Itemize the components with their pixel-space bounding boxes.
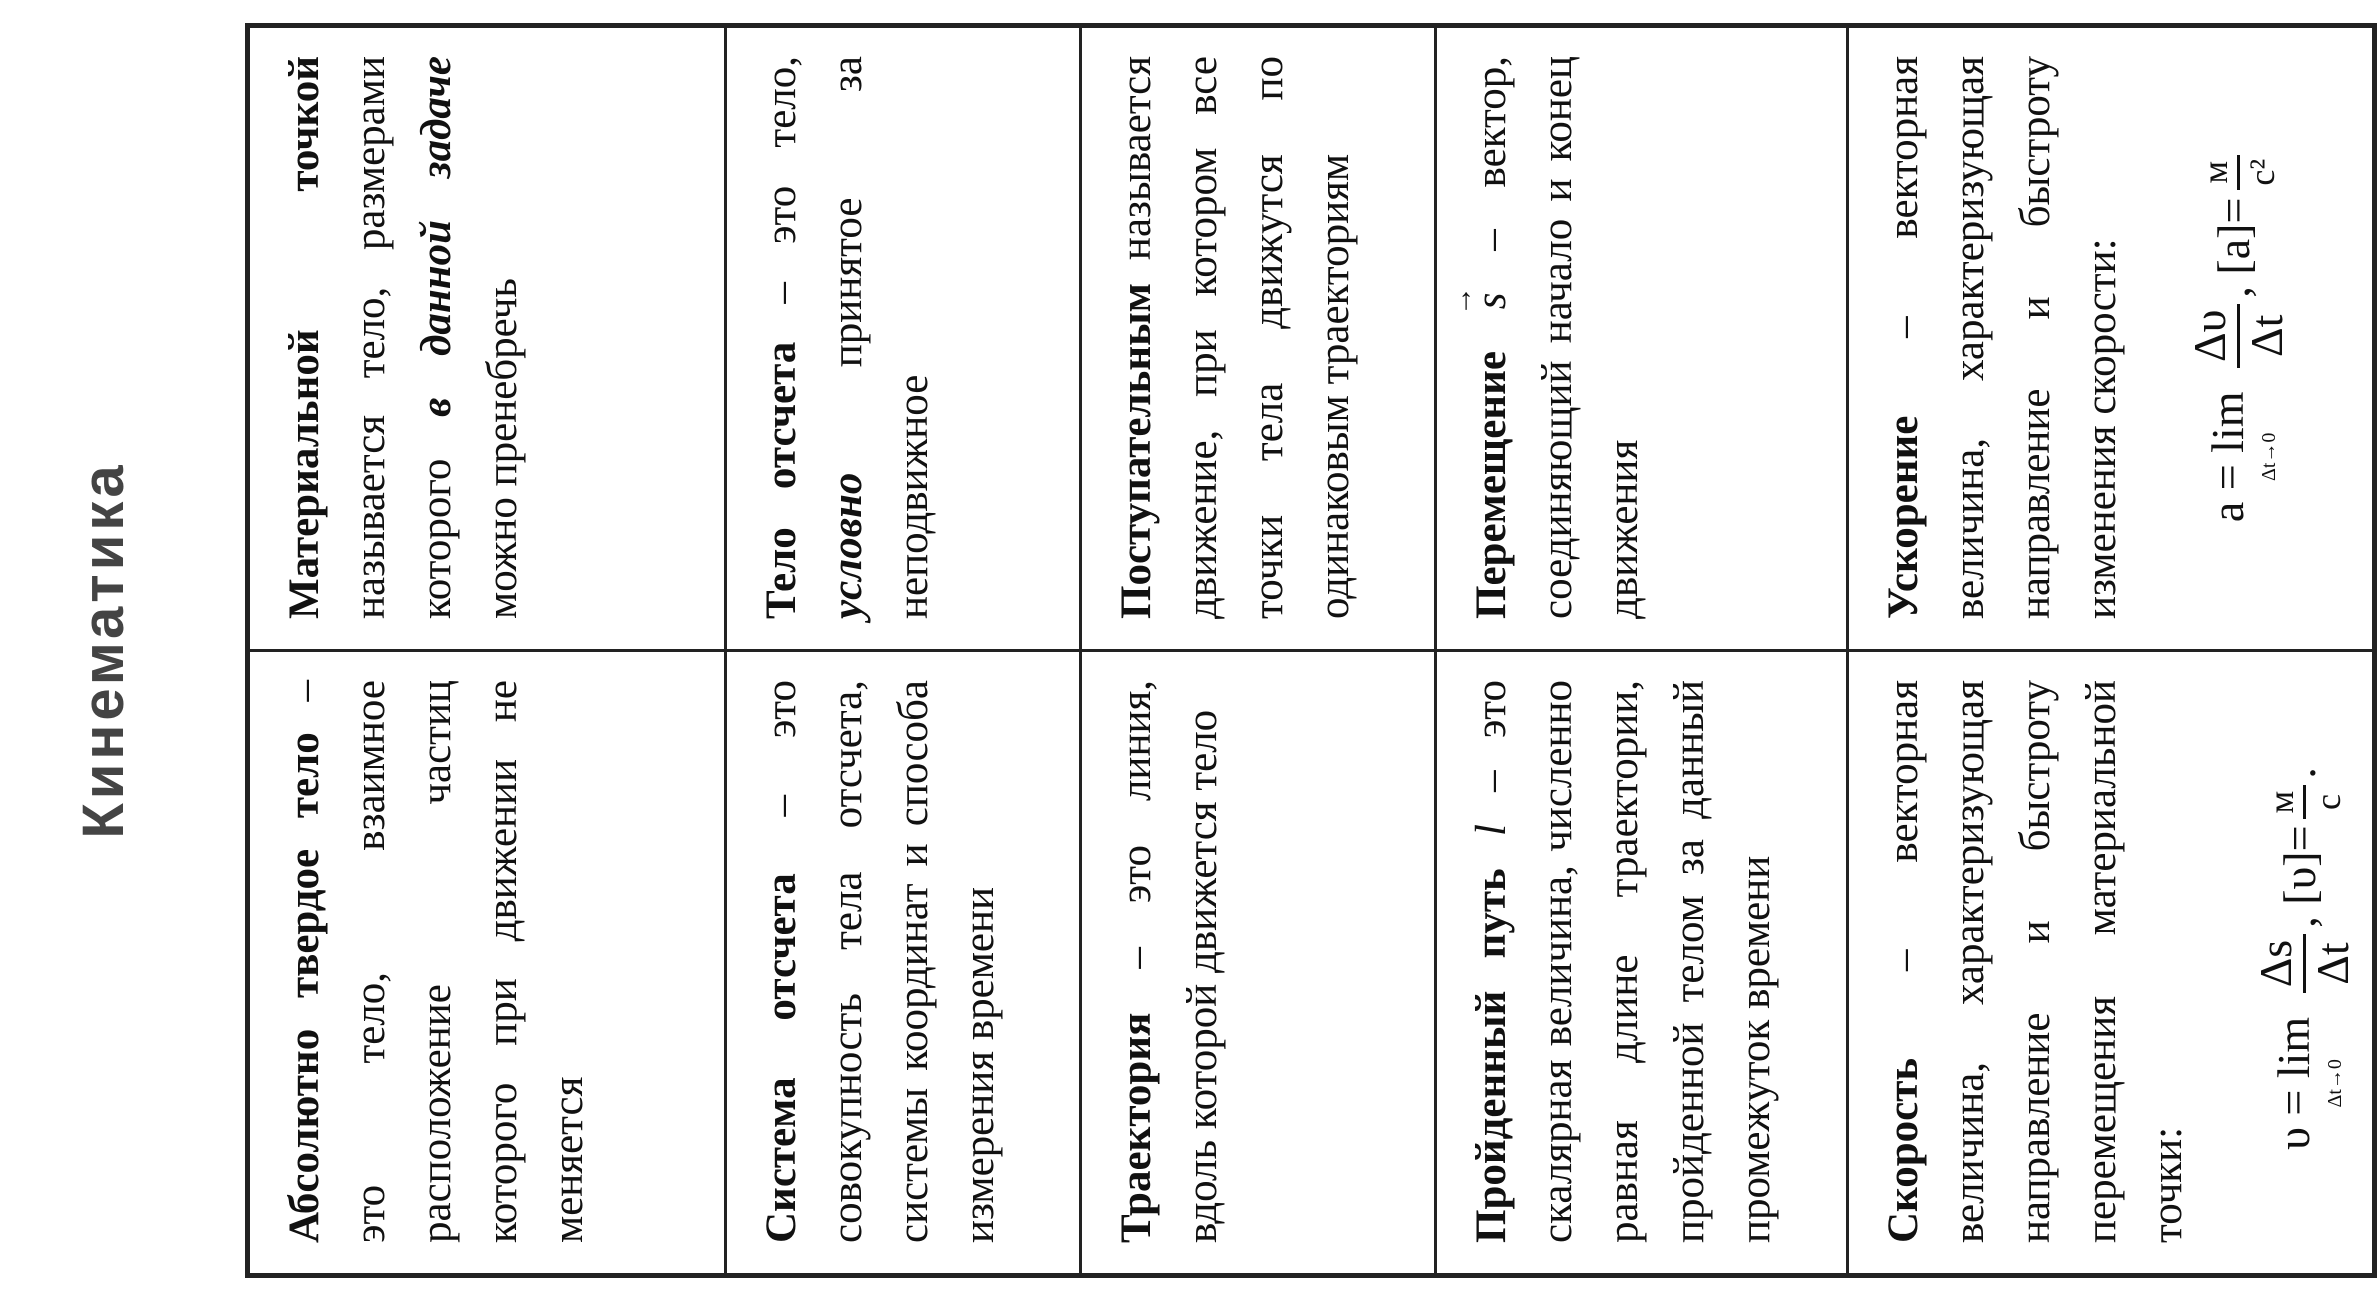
definition-displacement: – вектор, соединяющий начало и конец движения <box>1468 56 1647 619</box>
limit-operator <box>2198 391 2280 522</box>
velocity-formula <box>2249 680 2360 1243</box>
unit-fraction <box>2193 153 2284 192</box>
cell-displacement <box>1436 26 1848 651</box>
definitions-table <box>245 23 2377 1278</box>
emphasis-in-this-problem: в данной задаче <box>413 56 460 417</box>
unit-numerator: м <box>2259 785 2306 820</box>
table-row <box>1436 26 1848 1276</box>
velocity-fraction <box>2249 934 2360 993</box>
cell-material-point <box>248 26 726 651</box>
unit-label: , [υ]= <box>2274 825 2326 928</box>
fraction-numerator: Δs <box>2249 934 2306 993</box>
definition-translational: называется движение, при котором все точки тела движутся по одинаковым траекториям <box>1113 56 1358 619</box>
table-row <box>726 26 1081 1276</box>
unit-numerator: м <box>2193 155 2240 190</box>
acceleration-lhs: a = lim <box>2201 391 2253 523</box>
symbol-path: l <box>1468 824 1515 837</box>
cell-translational <box>1081 26 1436 651</box>
formula-end: . <box>2274 767 2326 779</box>
term-reference-system: Система отсчета <box>758 873 805 1243</box>
term-trajectory: Траектория <box>1113 1012 1160 1243</box>
definition-velocity: – векторная величина, характеризующая направление и быстроту перемещения материальной точки: <box>1880 680 2191 1243</box>
cell-path <box>1436 651 1848 1276</box>
cell-rigid-body <box>248 651 726 1276</box>
unit-denominator: с <box>2308 794 2348 811</box>
fraction-denominator: Δt <box>2307 942 2358 985</box>
definition-material-point-2: можно пренебречь <box>479 278 526 619</box>
term-translational: Поступательным <box>1113 283 1160 619</box>
fraction-denominator: Δt <box>2241 314 2292 357</box>
unit-label: , [a]= <box>2208 197 2260 298</box>
cell-velocity <box>1848 651 2375 1276</box>
symbol-displacement-vector: → s <box>1459 293 1525 310</box>
unit-denominator: с² <box>2242 158 2282 186</box>
cell-trajectory <box>1081 651 1436 1276</box>
definition-rigid-body: – это тело, взаимное расположение частиц которого при движении не меняется <box>281 680 592 1243</box>
limit-operator <box>2264 1017 2346 1150</box>
definition-reference-system: – это совокупность тела отсчета, системы координат и способа измерения времени <box>758 679 1003 1243</box>
fraction-numerator: Δυ <box>2183 304 2240 368</box>
term-displacement: Перемещение <box>1468 351 1515 619</box>
cell-acceleration <box>1848 26 2375 651</box>
definition-acceleration: – векторная величина, характеризующая направление и быстроту изменения скорости: <box>1880 56 2125 619</box>
term-acceleration: Ускорение <box>1880 415 1927 619</box>
acceleration-formula <box>2183 56 2294 619</box>
cell-reference-body <box>726 26 1081 651</box>
term-path: Пройденный путь <box>1468 868 1515 1243</box>
page-title: Кинематика <box>71 461 136 839</box>
cell-reference-system <box>726 651 1081 1276</box>
definition-path: – это скалярная величина, численно равная длине траектории, пройденной телом за данный промежуток времени <box>1468 679 1779 1243</box>
definition-material-point-1: называется тело, размерами которого <box>347 56 460 619</box>
unit-fraction <box>2259 785 2350 820</box>
limit-subscript: Δt→0 <box>2323 1059 2346 1108</box>
term-rigid-body: Абсолютно твердое тело <box>281 732 328 1243</box>
emphasis-conditionally: условно <box>824 472 871 619</box>
table-row <box>1848 26 2375 1276</box>
definition-reference-body-2: принятое за неподвижное <box>824 56 937 619</box>
term-reference-body: Тело отсчета <box>758 341 805 619</box>
term-velocity: Скорость <box>1880 1057 1927 1243</box>
definition-reference-body-1: – это тело, <box>758 56 805 342</box>
velocity-lhs: υ = lim <box>2267 1016 2319 1150</box>
acceleration-fraction <box>2183 304 2294 368</box>
table-row <box>1081 26 1436 1276</box>
table-row <box>248 26 726 1276</box>
definition-trajectory: – это линия, вдоль которой движется тело <box>1113 680 1226 1243</box>
limit-subscript: Δt→0 <box>2257 432 2280 482</box>
term-material-point: Материальной точкой <box>281 56 328 619</box>
